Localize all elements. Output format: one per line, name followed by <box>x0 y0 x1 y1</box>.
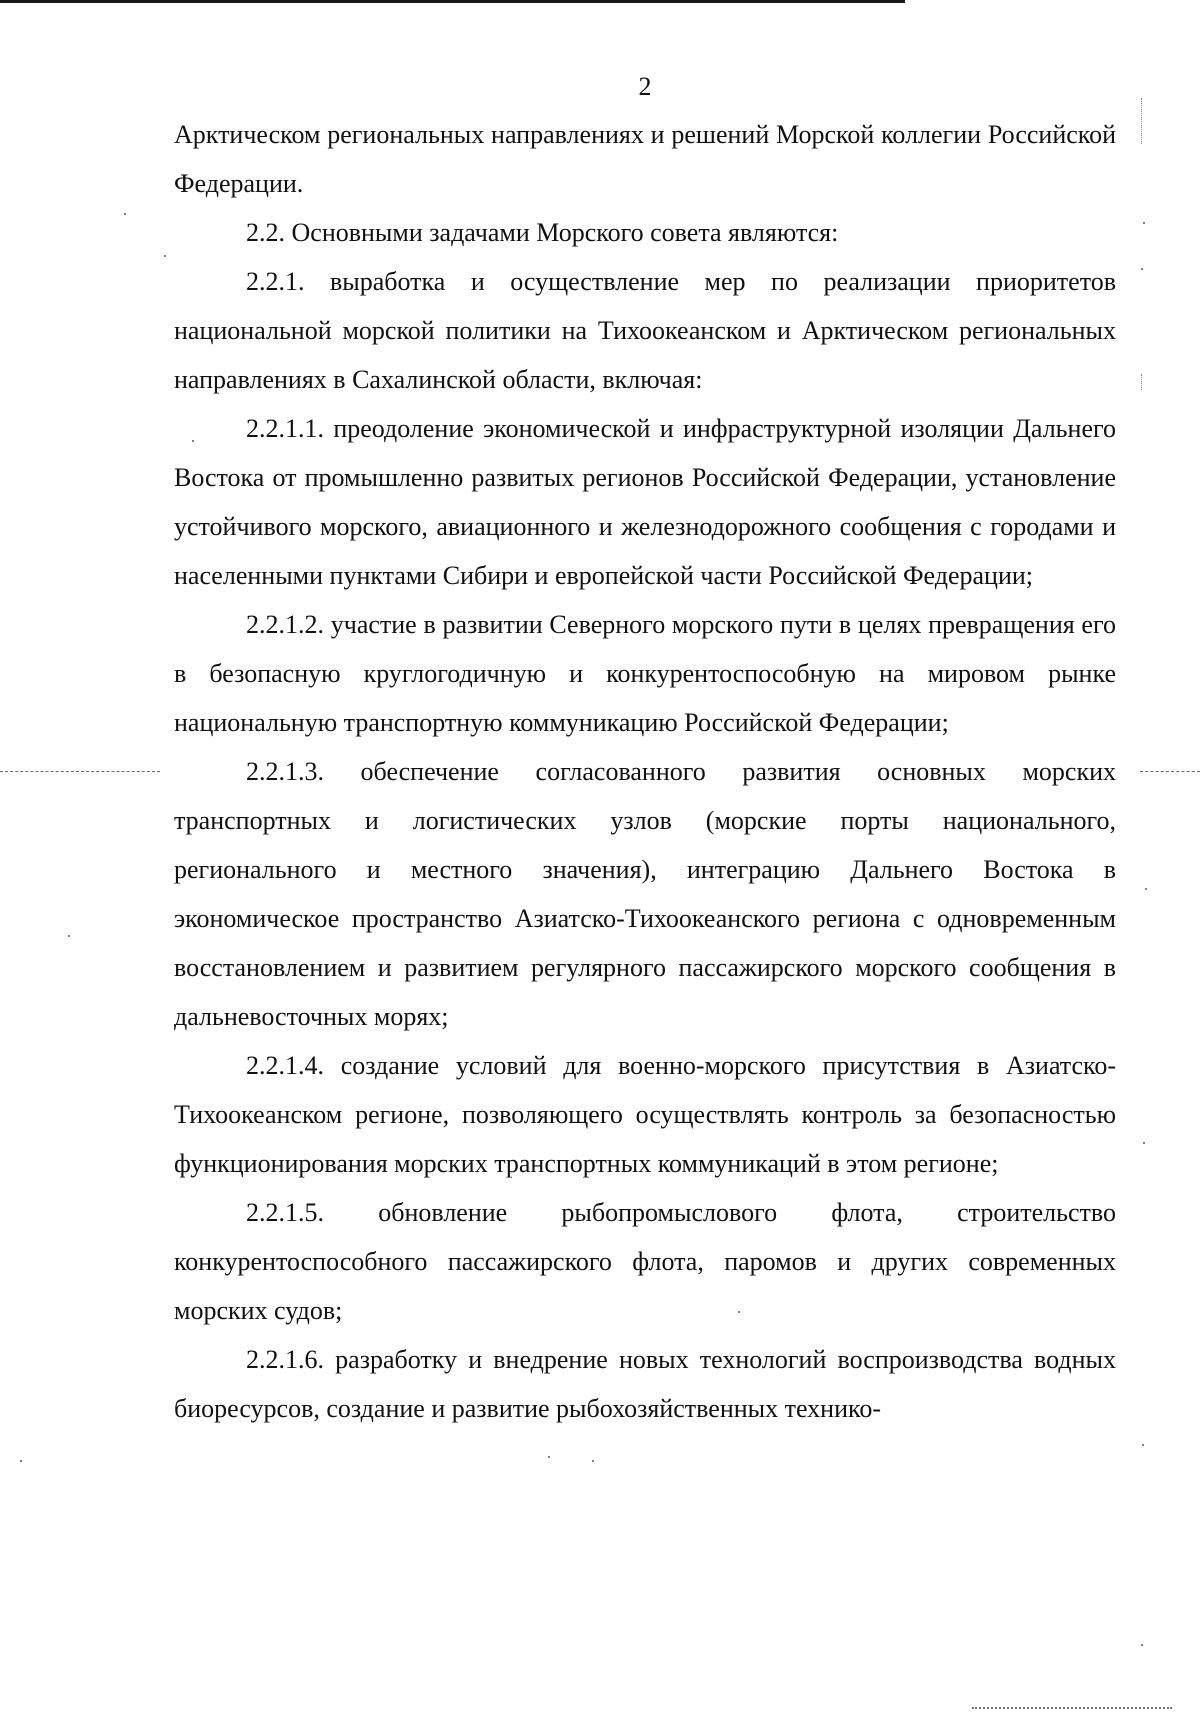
paragraph-2-2-1-2: 2.2.1.2. участие в развитии Северного морского пути в целях превращения его в безопасную круглогодичную и конкурентоспособную на мировом рынке национальную транспортную коммуникацию Российской Федерации; <box>174 610 1116 737</box>
scan-artifact-vline-mid <box>1141 374 1143 390</box>
paragraph-continuation: Арктическом региональных направлениях и решений Морской коллегии Российской Федерации. <box>174 120 1116 198</box>
scan-artifact-dash-right <box>1140 771 1200 773</box>
scan-artifact-dot <box>192 440 194 442</box>
scan-artifact-dot <box>68 935 70 937</box>
scan-artifact-dot <box>1145 888 1147 890</box>
paragraph-2-2: 2.2. Основными задачами Морского совета являются: <box>246 218 839 247</box>
scan-artifact-dash-left <box>0 771 160 773</box>
scan-artifact-dot <box>164 255 166 257</box>
paragraph-2-2-1-3: 2.2.1.3. обеспечение согласованного развития основных морских транспортных и логистических узлов (морские порты национального, регионального и местного значения), интеграцию Дальнего Востока в экономическое пространство Азиатско-Тихоокеанского региона с одновременным восстановлением и развитием регулярного пассажирского морского сообщения в дальневосточных морях; <box>174 757 1116 1031</box>
scan-artifact-dot <box>592 1460 594 1462</box>
scan-artifact-vline-top <box>1141 98 1143 144</box>
scan-artifact-dot <box>1142 1444 1144 1446</box>
scan-artifact-dot <box>1143 1142 1145 1144</box>
paragraph-2-2-1-5: 2.2.1.5. обновление рыбопромыслового флота, строительство конкурентоспособного пассажирского флота, паромов и других современных морских судов; <box>174 1198 1116 1325</box>
scan-artifact-dot <box>1141 1644 1143 1646</box>
paragraph-2-2-1: 2.2.1. выработка и осуществление мер по реализации приоритетов национальной морской политики на Тихоокеанском и Арктическом региональных направлениях в Сахалинской области, включая: <box>174 267 1116 394</box>
scan-artifact-dot <box>20 1460 22 1462</box>
paragraph-2-2-1-6: 2.2.1.6. разработку и внедрение новых технологий воспроизводства водных биоресурсов, создание и развитие рыбохозяйственных технико- <box>174 1345 1116 1423</box>
paragraph-2-2-1-4: 2.2.1.4. создание условий для военно-морского присутствия в Азиатско-Тихоокеанском регионе, позволяющего осуществлять контроль за безопасностью функционирования морских транспортных коммуникаций в этом регионе; <box>174 1051 1116 1178</box>
page-number: 2 <box>638 72 652 101</box>
top-border-line <box>0 0 905 3</box>
scan-artifact-dot <box>1141 268 1143 270</box>
scan-artifact-bottom-marks <box>972 1707 1172 1711</box>
paragraph-2-2-1-1: 2.2.1.1. преодоление экономической и инфраструктурной изоляции Дальнего Востока от промышленно развитых регионов Российской Федерации, установление устойчивого морского, авиационного и железнодорожного сообщения с городами и населенными пунктами Сибири и европейской части Российской Федерации; <box>174 414 1116 590</box>
scan-artifact-dot <box>1143 222 1145 224</box>
scan-artifact-dot <box>124 213 126 215</box>
document-body <box>174 110 1116 1433</box>
scan-artifact-dot <box>548 1456 550 1458</box>
scan-artifact-dot <box>738 1311 740 1313</box>
